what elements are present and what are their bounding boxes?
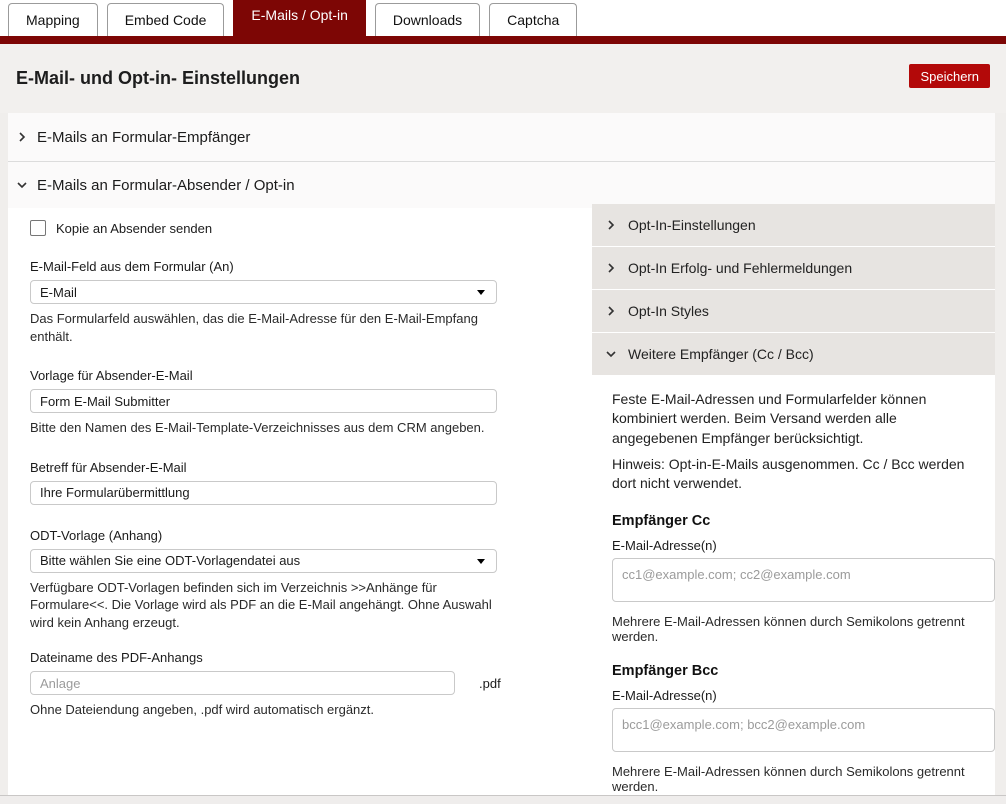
copy-to-sender-checkbox[interactable] bbox=[30, 220, 46, 236]
sender-email-form bbox=[30, 208, 504, 804]
page-header bbox=[0, 44, 1006, 113]
dropdown-caret-icon bbox=[477, 290, 485, 295]
pdf-filename-row bbox=[30, 665, 504, 695]
email-field-selected-value: E-Mail bbox=[40, 284, 77, 300]
odt-template-help: Verfügbare ODT-Vorlagen befinden sich im Verzeichnis >>Anhänge für Formulare<<. Die Vorlage wird als PDF an die E-Mail angehängt. Ohne Auswahl wird kein Anhang erzeugt. bbox=[30, 579, 492, 630]
bcc-address-help: Mehrere E-Mail-Adressen können durch Semikolons getrennt werden. bbox=[612, 763, 965, 794]
bcc-address-input[interactable] bbox=[612, 708, 995, 752]
accordion-item-label: Opt-In Erfolg- und Fehlermeldungen bbox=[628, 260, 853, 276]
email-field-label: E-Mail-Feld aus dem Formular (An) bbox=[30, 259, 234, 274]
chevron-down-icon bbox=[605, 348, 617, 360]
cc-heading: Empfänger Cc bbox=[612, 512, 711, 529]
dropdown-caret-icon bbox=[477, 559, 485, 564]
accordion-item-label: Opt-In-Einstellungen bbox=[628, 217, 756, 233]
chevron-down-icon bbox=[16, 179, 28, 191]
pdf-suffix-label: .pdf bbox=[479, 675, 501, 691]
cc-bcc-note: Hinweis: Opt-in-E-Mails ausgenommen. Cc / Bcc werden dort nicht verwendet. bbox=[612, 455, 965, 492]
subject-input[interactable] bbox=[30, 481, 497, 505]
tab-captcha[interactable]: Captcha bbox=[489, 3, 577, 36]
cc-bcc-panel bbox=[592, 376, 995, 804]
copy-to-sender-label: Kopie an Absender senden bbox=[56, 220, 213, 236]
cc-address-help: Mehrere E-Mail-Adressen können durch Semikolons getrennt werden. bbox=[612, 613, 965, 644]
pdf-filename-label: Dateiname des PDF-Anhangs bbox=[30, 650, 203, 666]
chevron-right-icon bbox=[605, 262, 617, 274]
bcc-address-label: E-Mail-Adresse(n) bbox=[612, 687, 717, 703]
page-footer-strip bbox=[0, 795, 1006, 804]
section-emails-to-recipients[interactable] bbox=[8, 113, 995, 162]
subject-label: Betreff für Absender-E-Mail bbox=[30, 459, 187, 475]
odt-template-selected-value: Bitte wählen Sie eine ODT-Vorlagendatei aus bbox=[40, 553, 301, 569]
accordion-item-label: Weitere Empfänger (Cc / Bcc) bbox=[628, 346, 814, 362]
template-input[interactable] bbox=[30, 389, 497, 413]
section-title: E-Mails an Formular-Empfänger bbox=[37, 128, 251, 146]
accordion-item-opt-in-settings[interactable] bbox=[592, 204, 995, 246]
save-button[interactable]: Speichern bbox=[909, 64, 990, 88]
chevron-right-icon bbox=[16, 131, 28, 143]
odt-template-label: ODT-Vorlage (Anhang) bbox=[30, 527, 163, 543]
cc-address-input[interactable] bbox=[612, 558, 995, 602]
template-label: Vorlage für Absender-E-Mail bbox=[30, 368, 193, 384]
section-title: E-Mails an Formular-Absender / Opt-in bbox=[37, 176, 295, 194]
email-field-help: Das Formularfeld auswählen, das die E-Mail-Adresse für den E-Mail-Empfang enthält. bbox=[30, 311, 478, 344]
accordion-item-cc-bcc[interactable] bbox=[592, 333, 995, 375]
section-body bbox=[8, 208, 995, 804]
tabbar-accent-bar bbox=[0, 36, 1006, 44]
accordion-item-opt-in-styles[interactable] bbox=[592, 290, 995, 332]
pdf-filename-help: Ohne Dateiendung angeben, .pdf wird automatisch ergänzt. bbox=[30, 702, 375, 718]
pdf-filename-input[interactable] bbox=[30, 671, 455, 695]
tab-mapping[interactable]: Mapping bbox=[8, 3, 98, 36]
opt-in-accordion bbox=[592, 204, 995, 804]
cc-bcc-intro: Feste E-Mail-Adressen und Formularfelder können kombiniert werden. Beim Versand werden alle angegebenen Empfänger berücksichtigt. bbox=[612, 391, 927, 446]
cc-address-label: E-Mail-Adresse(n) bbox=[612, 537, 717, 553]
tab-downloads[interactable]: Downloads bbox=[375, 3, 480, 36]
bcc-heading: Empfänger Bcc bbox=[612, 662, 719, 679]
tab-embed-code[interactable]: Embed Code bbox=[107, 3, 225, 36]
tab-emails-opt-in[interactable]: E-Mails / Opt-in bbox=[233, 0, 365, 36]
accordion-item-label: Opt-In Styles bbox=[628, 303, 709, 319]
template-help: Bitte den Namen des E-Mail-Template-Verzeichnisses aus dem CRM angeben. bbox=[30, 420, 485, 436]
page-title: E-Mail- und Opt-in- Einstellungen bbox=[16, 68, 300, 88]
accordion-item-opt-in-messages[interactable] bbox=[592, 247, 995, 289]
tabbar bbox=[8, 0, 577, 36]
chevron-right-icon bbox=[605, 219, 617, 231]
copy-to-sender-row bbox=[30, 220, 504, 236]
odt-template-select[interactable] bbox=[30, 549, 497, 573]
settings-panel bbox=[8, 113, 995, 795]
email-field-select[interactable] bbox=[30, 280, 497, 304]
chevron-right-icon bbox=[605, 305, 617, 317]
section-emails-to-sender[interactable] bbox=[8, 162, 995, 208]
